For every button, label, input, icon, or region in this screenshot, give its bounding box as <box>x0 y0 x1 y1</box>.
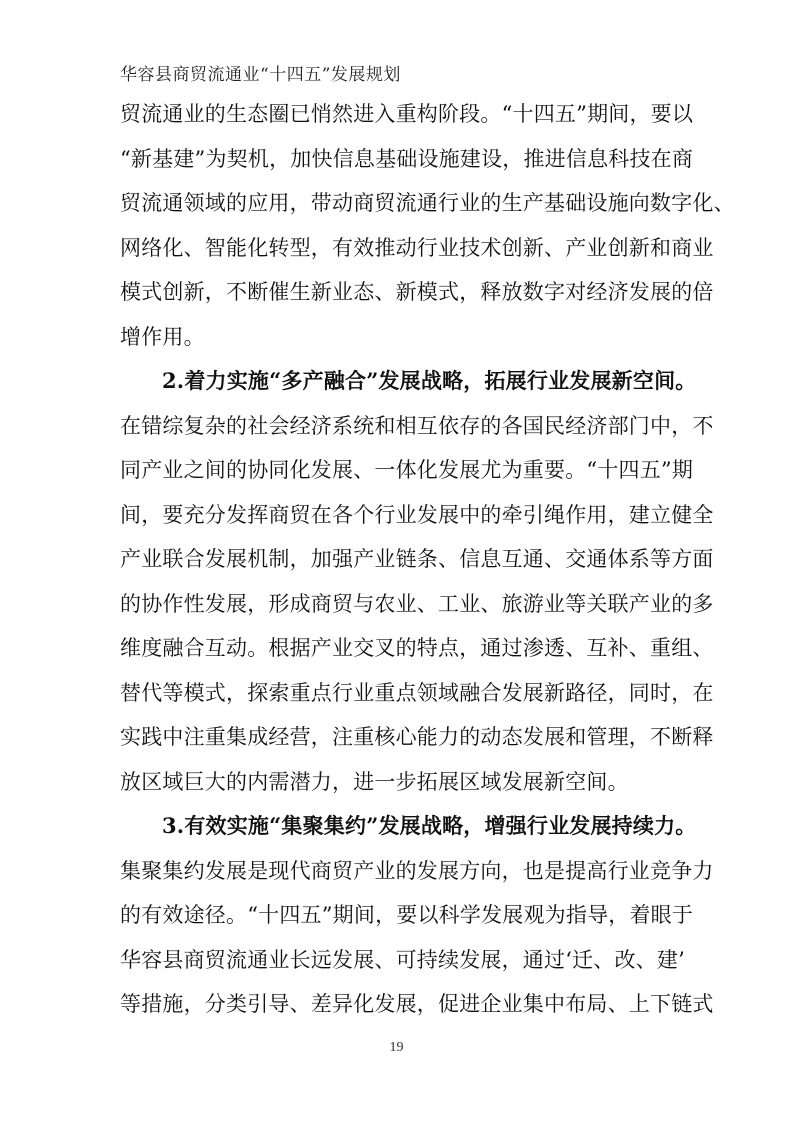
body-line: 替代等模式，探索重点行业重点领域融合发展新路径，同时，在 <box>120 680 714 705</box>
body-line: 间，要充分发挥商贸在各个行业发展中的牵引绳作用，建立健全 <box>120 502 714 527</box>
body-line: 贸流通业的生态圈已悄然进入重构阶段。“十四五”期间，要以 <box>120 102 694 126</box>
body-line: 模式创新，不断催生新业态、新模式，释放数字对经济发展的倍 <box>120 280 714 304</box>
body-line: 的有效途径。“十四五”期间，要以科学发展观为指导，着眼于 <box>120 903 694 927</box>
body-line: 在错综复杂的社会经济系统和相互依存的各国民经济部门中，不 <box>120 413 714 438</box>
body-line: 维度融合互动。根据产业交叉的特点，通过渗透、互补、重组、 <box>120 636 714 660</box>
section-heading-2: 2.着力实施“多产融合”发展战略，拓展行业发展新空间。 <box>162 368 697 393</box>
body-line: 放区域巨大的内需潜力，进一步拓展区域发展新空间。 <box>120 769 629 794</box>
body-line: 华容县商贸流通业长远发展、可持续发展，通过‘迁、改、建’ <box>120 947 685 972</box>
body-line: 贸流通领域的应用，带动商贸流通行业的生产基础设施向数字化、 <box>120 191 735 215</box>
section-heading-3: 3.有效实施“集聚集约”发展战略，增强行业发展持续力。 <box>162 813 697 838</box>
body-line: 同产业之间的协同化发展、一体化发展尤为重要。“十四五”期 <box>120 458 694 482</box>
body-line: 增作用。 <box>120 324 205 349</box>
page-number: 19 <box>389 1040 404 1055</box>
body-line: 等措施，分类引导、差异化发展，促进企业集中布局、上下链式 <box>120 992 714 1016</box>
body-line: 实践中注重集成经营，注重核心能力的动态发展和管理，不断释 <box>120 725 714 749</box>
running-header: 华容县商贸流通业“十四五”发展规划 <box>120 65 401 85</box>
body-line: 产业联合发展机制，加强产业链条、信息互通、交通体系等方面 <box>120 547 714 571</box>
body-line: 网络化、智能化转型，有效推动行业技术创新、产业创新和商业 <box>120 235 714 260</box>
document-body <box>120 92 735 1027</box>
body-line: 的协作性发展，形成商贸与农业、工业、旅游业等关联产业的多 <box>120 591 714 616</box>
body-line: 集聚集约发展是现代商贸产业的发展方向，也是提高行业竞争力 <box>120 858 714 883</box>
body-line: “新基建”为契机，加快信息基础设施建设，推进信息科技在商 <box>120 146 694 171</box>
